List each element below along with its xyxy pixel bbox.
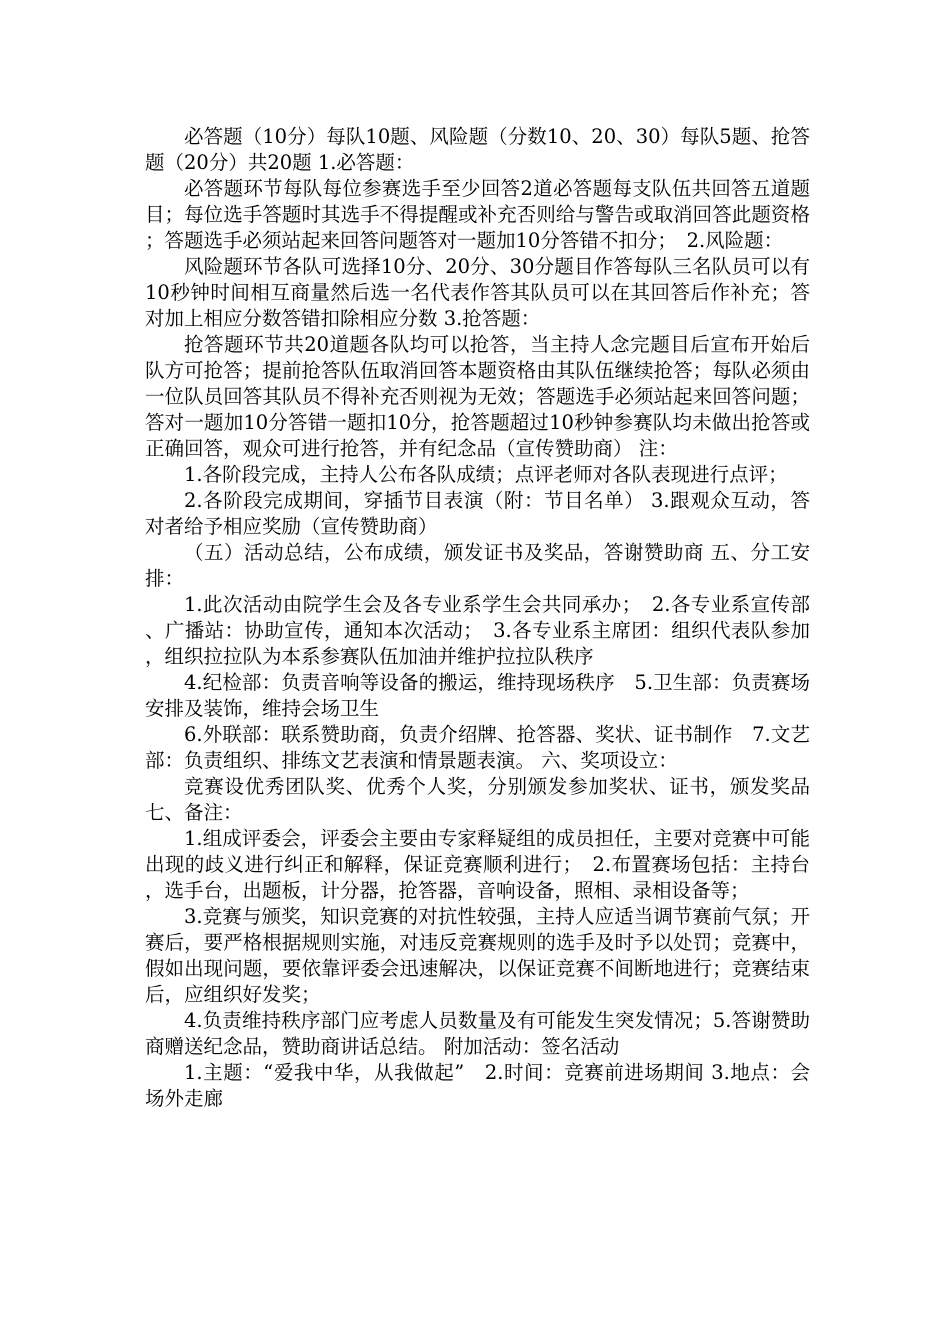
document-body [145,124,810,1112]
paragraph: 风险题环节各队可选择10分、20分、30分题目作答每队三名队员可以有10秒钟时间相互商量然后选一名代表作答其队员可以在其回答后作补充；答对加上相应分数答错扣除相应分数 3.抢答题： [145,255,810,330]
paragraph: 1.此次活动由院学生会及各专业系学生会共同承办； 2.各专业系宣传部、广播站：协助宣传，通知本次活动； 3.各专业系主席团：组织代表队参加，组织拉拉队为本系参赛队伍加油并维护拉拉队秩序 [145,593,810,668]
paragraph: 6.外联部：联系赞助商，负责介绍牌、抢答器、奖状、证书制作 7.文艺部：负责组织、排练文艺表演和情景题表演。 六、奖项设立： [145,723,810,772]
paragraph: （五）活动总结，公布成绩，颁发证书及奖品，答谢赞助商 五、分工安排： [145,541,810,590]
paragraph: 1.主题：“爱我中华，从我做起” 2.时间：竞赛前进场期间 3.地点：会场外走廊 [145,1061,810,1110]
paragraph: 1.各阶段完成，主持人公布各队成绩；点评老师对各队表现进行点评； [184,463,788,486]
paragraph: 抢答题环节共20道题各队均可以抢答，当主持人念完题目后宣布开始后队方可抢答；提前抢答队伍取消回答本题资格由其队伍继续抢答；每队必须由一位队员回答其队员不得补充否则视为无效；答题选手必须站起来回答问题；答对一题加10分答错一题扣10分，抢答题超过10秒钟参赛队均未做出抢答或正确回答，观众可进行抢答，并有纪念品（宣传赞助商） 注： [145,333,810,460]
paragraph: 必答题环节每队每位参赛选手至少回答2道必答题每支队伍共回答五道题目；每位选手答题时其选手不得提醒或补充否则给与警告或取消回答此题资格；答题选手必须站起来回答问题答对一题加10分答错不扣分； 2.风险题： [145,177,810,252]
paragraph: 3.竞赛与颁奖，知识竞赛的对抗性较强，主持人应适当调节赛前气氛；开赛后，要严格根据规则实施，对违反竞赛规则的选手及时予以处罚；竞赛中，假如出现问题，要依靠评委会迅速解决，以保证竞赛不间断地进行；竞赛结束后，应组织好发奖； [145,905,810,1006]
paragraph: 竞赛设优秀团队奖、优秀个人奖，分别颁发参加奖状、证书，颁发奖品 七、备注： [145,775,810,824]
paragraph: 必答题（10分）每队10题、风险题（分数10、20、30）每队5题、抢答题（20分）共20题 1.必答题： [145,125,810,174]
paragraph: 4.纪检部：负责音响等设备的搬运，维持现场秩序 5.卫生部：负责赛场安排及装饰，维持会场卫生 [145,671,810,720]
paragraph: 2.各阶段完成期间，穿插节目表演（附：节目名单） 3.跟观众互动，答对者给予相应奖励（宣传赞助商） [145,489,810,538]
paragraph: 4.负责维持秩序部门应考虑人员数量及有可能发生突发情况；5.答谢赞助商赠送纪念品，赞助商讲话总结。 附加活动：签名活动 [145,1009,810,1058]
paragraph: 1.组成评委会，评委会主要由专家释疑组的成员担任，主要对竞赛中可能出现的歧义进行纠正和解释，保证竞赛顺利进行； 2.布置赛场包括：主持台，选手台，出题板，计分器，抢答器，音响设备，照相、录相设备等； [145,827,810,902]
